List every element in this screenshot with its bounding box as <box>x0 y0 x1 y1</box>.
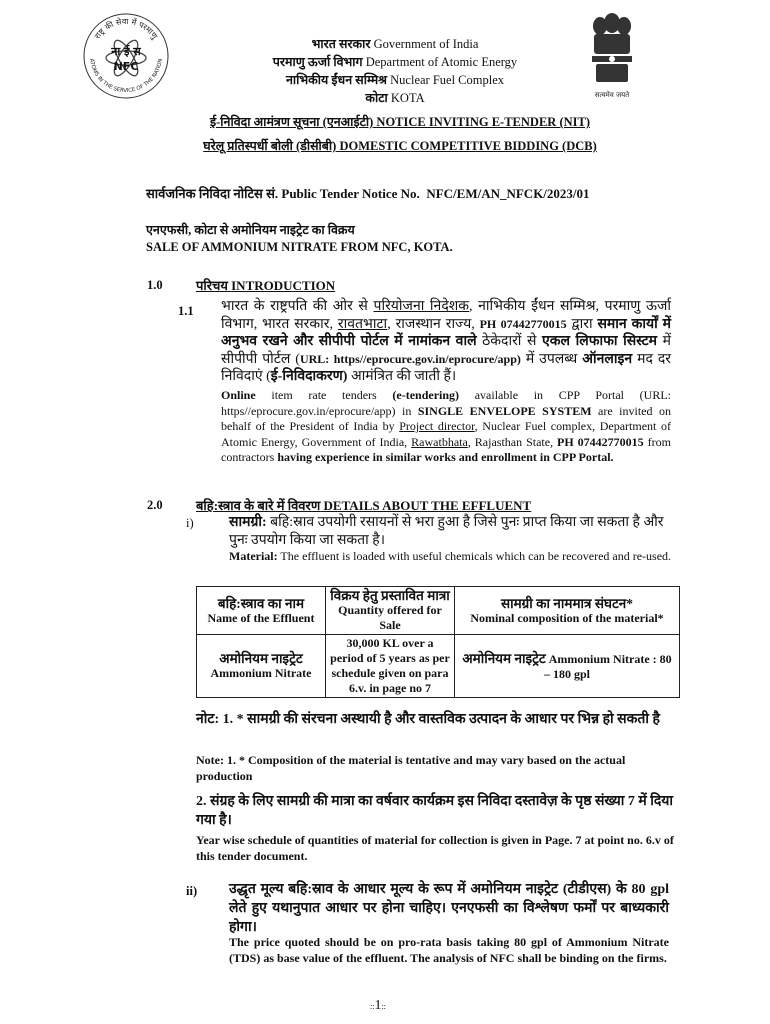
header-department: परमाणु ऊर्जा विभाग Department of Atomic Energy <box>272 55 518 69</box>
note1-english: Note: 1. * Composition of the material is tentative and may vary based on the actual production <box>196 753 626 783</box>
effluent-table <box>196 586 680 698</box>
cell-composition: अमोनियम नाइट्रेट Ammonium Nitrate : 80 – 180 gpl <box>455 635 680 698</box>
dcb-title: घरेलू प्रतिस्पर्धी बोली (डीसीबी) DOMESTIC COMPETITIVE BIDDING (DCB) <box>203 139 597 153</box>
material-english: Material: The effluent is loaded with useful chemicals which can be recovered and re-used. <box>229 549 672 563</box>
header-city: कोटा KOTA <box>365 91 425 105</box>
emblem-caption: सत्यमेव जयते <box>594 91 630 99</box>
logo-brand-text: NFC <box>113 60 139 73</box>
header-complex: नाभिकीय ईंधन सम्मिश्र Nuclear Fuel Complex <box>285 73 505 87</box>
national-emblem-icon <box>586 12 638 102</box>
cell-quantity: 30,000 KL over a period of 5 years as per schedule given on para 6.v. in page no 7 <box>326 635 455 698</box>
table-header-row <box>197 587 680 635</box>
section1-1-english: Online item rate tenders (e-tendering) available in CPP Portal (URL: https//eprocure.gov.in/eprocure/app) in SINGLE ENVELOPE SYSTEM are invited on behalf of the President of India by Project director, Nuclear Fuel complex, Department of Atomic Energy, Government of India, Rawatbhata, Rajasthan State, PH 07442770015 from contractors having experience in similar works and enrollment in CPP Portal. <box>221 388 671 464</box>
price-basis-english: The price quoted should be on pro-rata basis taking 80 gpl of Ammonium Nitrate (TDS) as base value of the effluent. The analysis of NFC shall be binding on the firms. <box>229 935 669 965</box>
header-cell-quantity: विक्रय हेतु प्रस्तावित मात्रा Quantity offered for Sale <box>326 587 455 635</box>
section2-number: 2.0 <box>147 498 163 512</box>
logo-top-text: राष्ट्र की सेवा में परमाणु <box>92 16 160 41</box>
material-hindi: सामग्री: बहि:स्राव उपयोगी रसायनों से भरा हुआ है जिसे पुनः प्राप्त किया जा सकता है और पुनः उपयोग किया जा सकता है। <box>229 515 664 548</box>
note2-english: Year wise schedule of quantities of material for collection is given in Page. 7 at point no. 6.v of this tender document. <box>196 833 674 863</box>
sale-title: एनएफसी, कोटा से अमोनियम नाइट्रेट का विक्रय SALE OF AMMONIUM NITRATE FROM NFC, KOTA. <box>146 223 453 254</box>
header-cell-composition: सामग्री का नाममात्र संघटन* Nominal composition of the material* <box>455 587 680 635</box>
note1-hindi: नोट: 1. * सामग्री की संरचना अस्थायी है और वास्तविक उत्पादन के आधार पर भिन्न हो सकती है <box>196 712 660 727</box>
nfc-logo <box>82 12 170 100</box>
tender-notice-number: सार्वजनिक निविदा नोटिस सं. Public Tender Notice No. NFC/EM/AN_NFCK/2023/01 <box>146 186 590 201</box>
header-government: भारत सरकार Government of India <box>311 37 479 51</box>
page-number: ::1:: <box>370 998 386 1013</box>
logo-mid-text: ना ई स <box>111 45 141 58</box>
section2-title: बहि:स्त्राव के बारे में विवरण DETAILS ABOUT THE EFFLUENT <box>196 498 532 513</box>
table-row <box>197 635 680 698</box>
section1-1-number: 1.1 <box>178 304 194 318</box>
nit-title: ई-निविदा आमंत्रण सूचना (एनआईटी) NOTICE INVITING E-TENDER (NIT) <box>210 115 590 129</box>
header-cell-name: बहि:स्त्राव का नाम Name of the Effluent <box>197 587 326 635</box>
section1-1-hindi: भारत के राष्ट्रपति की ओर से परियोजना निदेशक, नाभिकीय ईंधन सम्मिश्र, परमाणु ऊर्जा विभाग, भारत सरकार, रावतभाटा, राजस्थान राज्य, PH 07442770015 द्वारा समान कार्यों में अनुभव रखने और सीपीपी पोर्टल में नामांकन वाले ठेकेदारों से एकल लिफाफा सिस्टम में सीपीपी पोर्टल (URL: https//eprocure.gov.in/eprocure/app) में उपलब्ध ऑनलाइन मद दर निविदाएं (ई-निविदाकरण) आमंत्रित की जाती हैं। <box>221 299 672 384</box>
section1-title: परिचय INTRODUCTION <box>196 278 336 293</box>
cell-effluent-name: अमोनियम नाइट्रेट Ammonium Nitrate <box>197 635 326 698</box>
note2-hindi: 2. संग्रह के लिए सामग्री की मात्रा का वर्षवार कार्यक्रम इस निविदा दस्तावेज़ के पृष्ठ संख्या 7 में दिया गया है। <box>196 794 674 828</box>
price-basis-hindi: उद्धृत मूल्य बहि:स्राव के आधार मूल्य के रूप में अमोनियम नाइट्रेट (टीडीएस) के 80 gpl लेते हुए यथानुपात आधार पर होना चाहिए। एनएफसी का विश्लेषण फर्मों पर बाध्यकारी होगा। <box>229 882 669 935</box>
logo-bottom-text: ATOMS IN THE SERVICE OF THE NATION <box>88 58 164 95</box>
item-i-number: i) <box>186 516 194 530</box>
section1-number: 1.0 <box>147 278 163 292</box>
item-ii-number: ii) <box>186 884 198 898</box>
